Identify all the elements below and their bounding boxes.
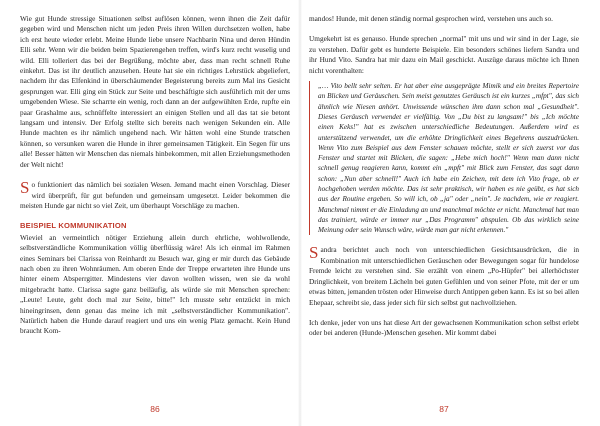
left-paragraph-2-text: o funktioniert das nämlich bei sozialen Wesen. Jemand macht einen Vorschlag. Dieser wird überprüft, für gut befunden und gemeinsam umgesetzt. Leider bekommen die meisten Hunde gar nicht so viel Zeit, um überhaupt Vorschläge zu machen. [20,180,290,210]
left-paragraph-3: Wieviel an vermeintlich nötiger Erziehung allein durch ehrliche, wohlwollende, selbstverständliche Kommunikation völlig überflüssig wäre! Als ich einmal im Rahmen eines Seminars bei Clarissa von Reinhardt zu Besuch war, ging er mir durch das Gebäude nach oben zu ihren Wohnräumen. Am oberen Ende der Treppe erwarteten ihre Hunde uns hinter einem Absperrgitter. Mindestens vier davon wollten wissen, wen sie da wohl mitgebracht hatte. Clarissa sagte ganz beiläufig, als würde sie mit Menschen sprechen: „Leute! Leute, geht doch mal zur Seite, bitte!" Ich musste sehr entzückt in mich hineingrinsen, denn genau das meine ich mit „selbstverständlicher Kommunikation". Natürlich haben die Hunde darauf reagiert und uns ein wenig Platz gemacht. Kein Hund braucht Kom- [20,232,290,336]
left-dropcap: S [20,178,30,198]
section-heading: BEISPIEL KOMMUNIKATION [20,221,127,231]
left-paragraph-2 [20,180,290,211]
right-paragraph-1: mandos! Hunde, mit denen ständig normal gesprochen wird, verstehen uns auch so. [309,14,553,23]
right-page [309,14,579,414]
email-quote [309,81,579,235]
right-paragraph-3-text: andra berichtet auch noch von unterschiedlichen Gesichtsausdrücken, die in Kombination mit unterschiedlichen Geräuschen oder Bewegungen sogar für hundelose Fremde leicht zu verstehen sind. Sie erzählt von einem „Po-Hüpfer" bei allerhöchster Dringlichkeit, von breitem Lächeln bei guten Gefühlen und von seiner Pfote, mit der er um etwas bitten, jemanden trösten oder Hinweise durch Antippen geben kann. Es ist so bei allen Ehepaar, schreibt sie, dass jeder sich für sich selbst gut nachvollziehen. [309,245,579,307]
left-page [20,14,290,414]
email-quote-text: „… Vito bellt sehr selten. Er hat aber eine ausgeprägte Mimik und ein breites Repertoire an Blicken und Geräuschen. Sein meist genutztes Geräusch ist ein kurzes „mfpt", das sich ähnlich wie Niesen anhört. Unwissende wünschen ihm dann schon mal „Gesundheit". Dieses Geräusch verwendet er vielfältig. Von „Du bist zu langsam!" bis „Ich möchte einen Keks!" hat es zwischen unterschiedliche Bedeutungen. Außerdem wird es unterstützend verwendet, um die erhöhte Dringlichkeit eines Begehrens auszudrücken. Wenn Vito zum Beispiel aus dem Fenster schauen möchte, stellt er sich zuerst vor das Fenster und startet mit Blicken, die sagen: „Hebe mich hoch!" Wenn man dann nicht schnell genug reagieren kann, kommt ein „mpft" mit Blick zum Fenster, das sagt dann schon: „Nun aber schnell!" Auch ich habe ein Zeichen, mit dem ich Vito frage, ob er hochgehoben werden möchte. Das ist sehr praktisch, wir haben es nie geübt, es hat sich aus der Routine ergeben. So will ich, ob „ja" oder „nein". Je nachdem, wie er reagiert. Manchmal nimmt er die Einladung an und manchmal möchte er nicht. Manchmal hat man das trainiert, würde er immer nur „Das Programm" abspulen. Ob das wirklich seine Meinung oder sein Wunsch wäre, würde man gar nicht erkennen." [318,82,579,235]
left-paragraph-1: Wie gut Hunde stressige Situationen selbst auflösen können, wenn ihnen die Zeit dafür gegeben wird und Menschen nicht um jeden Preis ihren Willen durchsetzen wollen, habe ich erst heute wieder erlebt. Meine Hunde liebe unsere Nachbarin Nina und deren Hündin Elli sehr. Wenn wir die beiden beim Spazierengehen treffen, wird's kurz recht wuselig und wild. Elli tolleriert das bei der Begrüßung, möchte aber, dass man recht schnell Ruhe einkehrt. Das ist ihr deutlich anzusehen. Heute hat sie ein richtiges Lehrstück abgeliefert, nachdem ihr das Elfenkind in überschäumender Begeisterung bereits zum Mal ins Gesicht gesprungen war. Elli ging ein Stück zur Seite und beschäftigte sich ausführlich mit der ums umgebenden Wiese. Sie scharrte ein wenig, roch dann an der aufgewühlten Erde, rupfte ein paar Grashalme aus, schnüffelte interessiert an einigen Stellen und all das tat sie betont langsam und intensiv. Der Erfolg stellte sich bereits nach wenigen Sekunden ein. Alle Hunde machten es ihr nämlich ungehend nach. Wir hätten wohl eine Stunde tratschen können, so versunken waren die Hunde in ihrer gemeinsamen Tätigkeit. Ein Segen für uns alle! Besser hätten wir Menschen das niemals hinbekommen, mit allen Erziehungsmethoden der Welt nicht! [20,14,290,169]
right-paragraph-3 [309,245,579,307]
right-page-number: 87 [439,404,449,414]
right-paragraph-4: Ich denke, jeder von uns hat diese Art der gewachsenen Kommunikation schon selbst erlebt oder bei anderen (Hunde-)Menschen gesehen. Mir kommt dabei [309,317,579,338]
right-dropcap: S [309,243,319,263]
book-gutter [298,0,302,426]
right-paragraph-2: Umgekehrt ist es genauso. Hunde sprechen „normal" mit uns und wir sind in der Lage, sie zu verstehen. Dafür gebt es hunderte Beispiele. Ein besonders schönes liefern Sandra und ihr Hund Vito. Sandra hat mir dazu ein Mail geschickt. Auszüge daraus möchte ich Ihnen nicht vorenthalten: [309,34,579,75]
left-page-number: 86 [150,404,160,414]
